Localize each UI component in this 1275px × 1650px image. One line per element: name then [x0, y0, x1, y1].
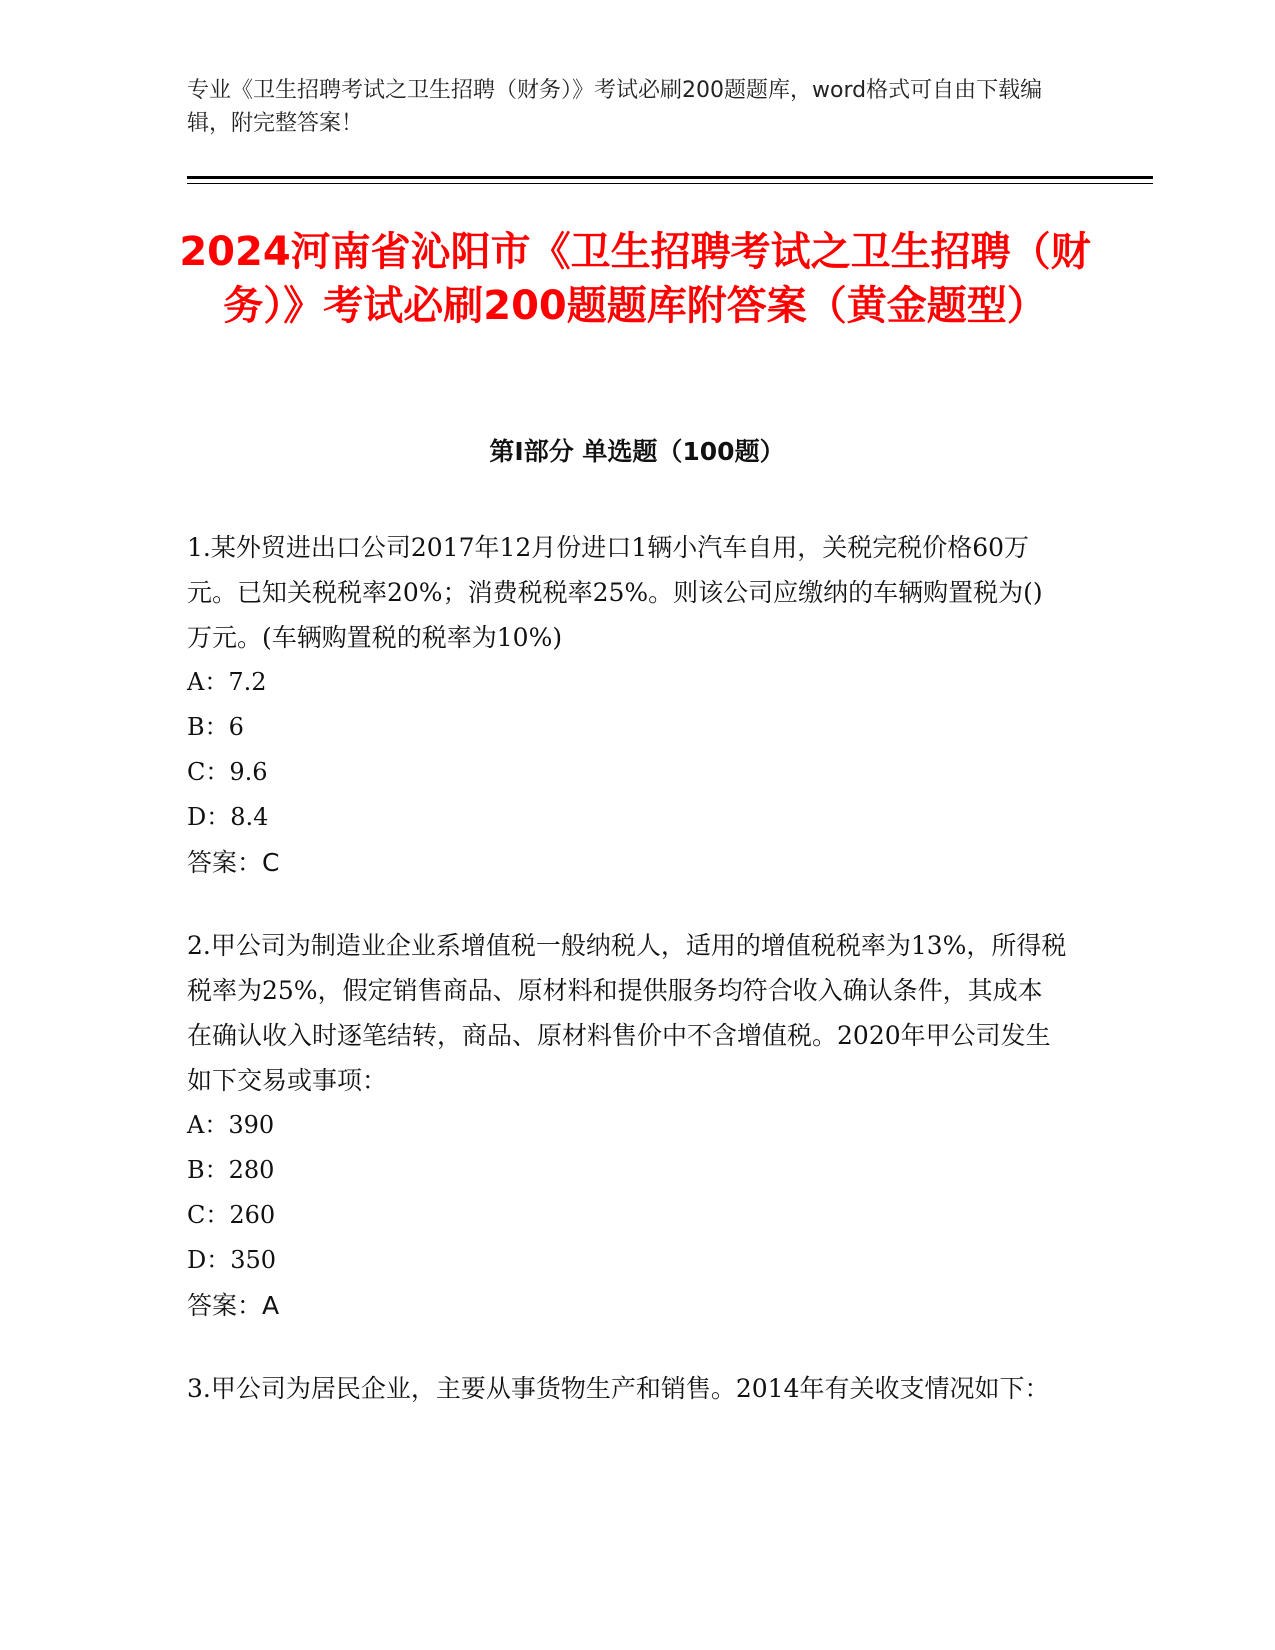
question-3: [187, 1366, 1067, 1411]
header-note: 专业《卫生招聘考试之卫生招聘（财务）》考试必刷200题题库，word格式可自由下载编辑，附完整答案！: [187, 78, 1043, 136]
option-c: C：260: [187, 1201, 276, 1229]
option-d: D：8.4: [187, 803, 269, 831]
option-b: B：6: [187, 713, 244, 741]
option-b: B：280: [187, 1156, 275, 1184]
header-divider-thick: [187, 176, 1153, 179]
option-c: C：9.6: [187, 758, 268, 786]
question-1: [187, 525, 1067, 885]
option-a: A：7.2: [187, 668, 267, 696]
question-text: 1.某外贸进出口公司2017年12月份进口1辆小汽车自用，关税完税价格60万元。已知关税税率20%；消费税税率25%。则该公司应缴纳的车辆购置税为()万元。(车辆购置税的税率为10%): [187, 533, 1043, 652]
document-title: 2024河南省沁阳市《卫生招聘考试之卫生招聘（财务）》考试必刷200题题库附答案（黄金题型）: [179, 229, 1091, 329]
question-text: 3.甲公司为居民企业，主要从事货物生产和销售。2014年有关收支情况如下：: [187, 1374, 1050, 1403]
section-title: 第I部分 单选题（100题）: [489, 437, 785, 466]
question-2: [187, 923, 1067, 1328]
answer-line: 答案：A: [187, 1291, 280, 1320]
option-d: D：350: [187, 1246, 277, 1274]
header-divider-thin: [187, 183, 1153, 184]
question-list: [187, 525, 1067, 1449]
question-text: 2.甲公司为制造业企业系增值税一般纳税人，适用的增值税税率为13%，所得税税率为25%，假定销售商品、原材料和提供服务均符合收入确认条件，其成本在确认收入时逐笔结转，商品、原材料售价中不含增值税。2020年甲公司发生如下交易或事项：: [187, 931, 1067, 1095]
option-a: A：390: [187, 1111, 275, 1139]
answer-line: 答案：C: [187, 848, 280, 877]
